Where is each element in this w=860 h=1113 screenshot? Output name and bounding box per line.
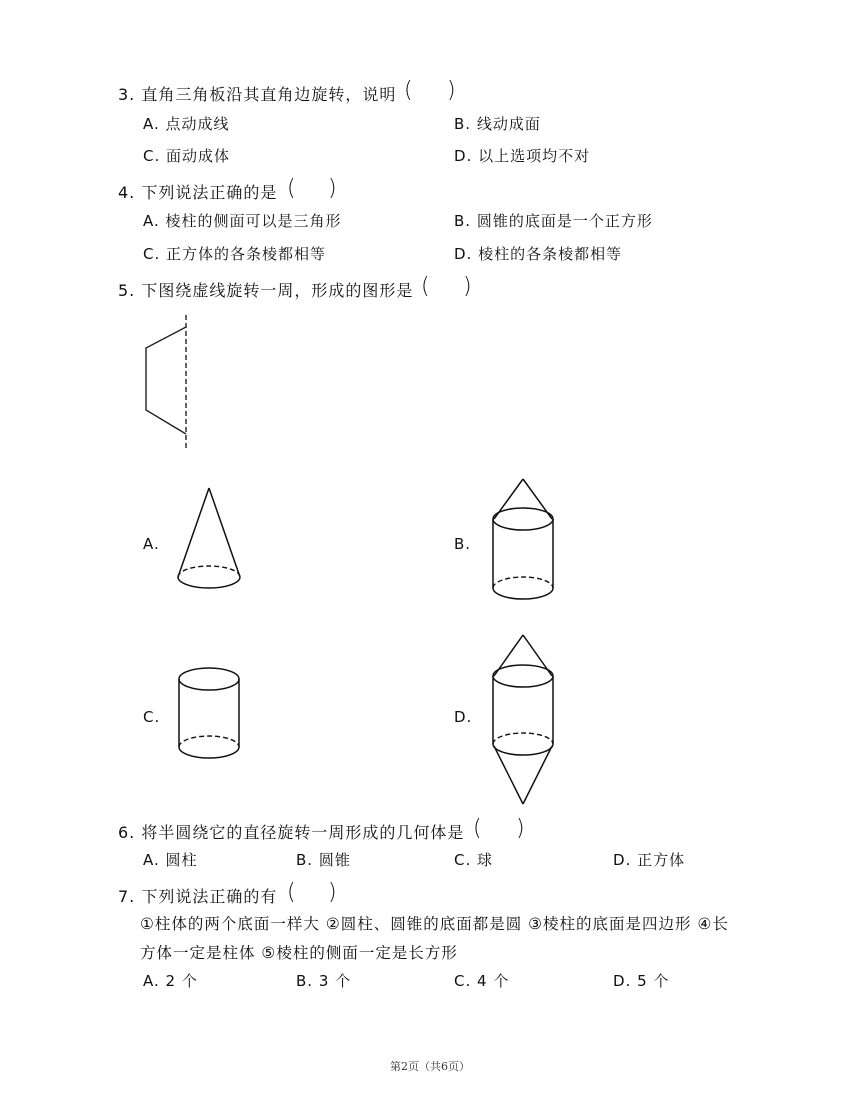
q4-option-c[interactable]: C. 正方体的各条棱都相等 xyxy=(143,245,327,263)
q6-option-d[interactable]: D. 正方体 xyxy=(613,851,686,869)
q5-option-b-label[interactable]: B. xyxy=(454,535,472,553)
q7-option-d[interactable]: D. 5 个 xyxy=(613,972,670,990)
page-footer: 第2页（共6页） xyxy=(390,1060,470,1073)
q6-option-b[interactable]: B. 圆锥 xyxy=(296,851,351,869)
q3-close-paren: ) xyxy=(447,78,456,103)
q5-option-b-cone-on-cylinder[interactable] xyxy=(486,476,566,606)
q5-open-paren: ( xyxy=(421,274,430,299)
q7-statement-line1: ①柱体的两个底面一样大 ②圆柱、圆锥的底面都是圆 ③棱柱的底面是四边形 ④长 xyxy=(140,915,729,933)
q6-option-a[interactable]: A. 圆柱 xyxy=(143,851,198,869)
q5-option-c-label[interactable]: C. xyxy=(143,708,161,726)
q6-option-c[interactable]: C. 球 xyxy=(454,851,494,869)
q7-statement-line2: 方体一定是柱体 ⑤棱柱的侧面一定是长方形 xyxy=(140,944,458,962)
q3-stem: 3. 直角三角板沿其直角边旋转，说明 xyxy=(118,85,397,104)
q5-option-a-label[interactable]: A. xyxy=(143,535,160,553)
q5-option-a-cone[interactable] xyxy=(172,485,252,595)
q4-option-b[interactable]: B. 圆锥的底面是一个正方形 xyxy=(454,212,653,230)
q5-option-d-double-cone-cylinder[interactable] xyxy=(486,632,566,812)
q3-open-paren: ( xyxy=(404,78,413,103)
q5-option-d-label[interactable]: D. xyxy=(454,708,473,726)
q7-option-b[interactable]: B. 3 个 xyxy=(296,972,352,990)
q4-stem: 4. 下列说法正确的是 xyxy=(118,183,278,202)
q4-option-a[interactable]: A. 棱柱的侧面可以是三角形 xyxy=(143,212,342,230)
q6-stem: 6. 将半圆绕它的直径旋转一周形成的几何体是 xyxy=(118,823,465,842)
q7-open-paren: ( xyxy=(287,880,296,905)
q5-stem: 5. 下图绕虚线旋转一周，形成的图形是 xyxy=(118,281,414,300)
q3-option-d[interactable]: D. 以上选项均不对 xyxy=(454,147,591,165)
q7-option-a[interactable]: A. 2 个 xyxy=(143,972,198,990)
q4-option-d[interactable]: D. 棱柱的各条棱都相等 xyxy=(454,245,623,263)
q5-option-c-cylinder[interactable] xyxy=(172,663,252,763)
q6-open-paren: ( xyxy=(473,816,482,841)
q4-close-paren: ) xyxy=(328,176,337,201)
q7-stem: 7. 下列说法正确的有 xyxy=(118,887,278,906)
q3-option-c[interactable]: C. 面动成体 xyxy=(143,147,231,165)
q6-close-paren: ) xyxy=(516,816,525,841)
q5-trapezoid-figure xyxy=(140,313,200,453)
q4-open-paren: ( xyxy=(287,176,296,201)
q5-close-paren: ) xyxy=(463,274,472,299)
q7-close-paren: ) xyxy=(328,880,337,905)
q3-option-b[interactable]: B. 线动成面 xyxy=(454,115,541,133)
q7-option-c[interactable]: C. 4 个 xyxy=(454,972,510,990)
q3-option-a[interactable]: A. 点动成线 xyxy=(143,115,230,133)
